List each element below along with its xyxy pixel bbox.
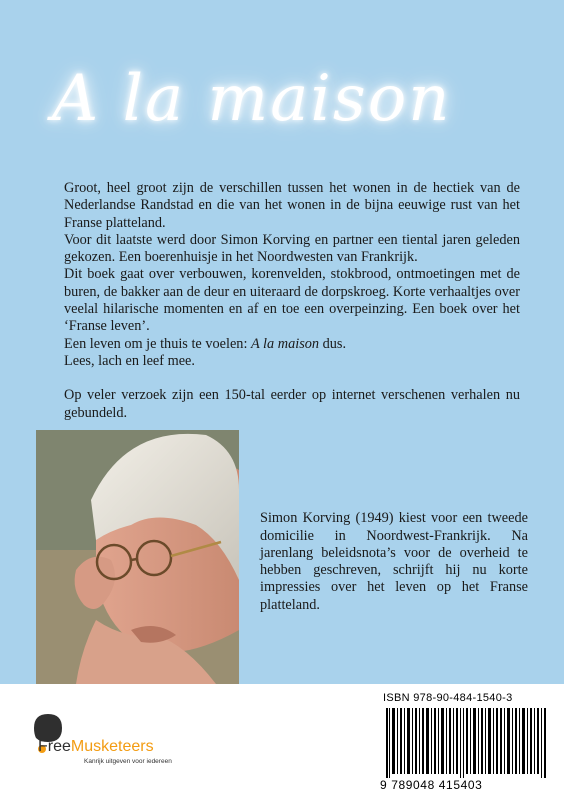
author-photo xyxy=(36,430,239,684)
author-portrait-illustration xyxy=(36,430,239,684)
publisher-name-part2: Musketeers xyxy=(70,738,154,755)
publisher-name-part1: Free xyxy=(38,738,71,755)
blurb-text: dus. xyxy=(319,335,347,352)
ean-digits: 9 789048 415403 xyxy=(380,778,483,792)
book-blurb xyxy=(64,180,520,422)
blurb-paragraph: Voor dit laatste werd door Simon Korving en partner een tiental jaren geleden gekozen. Een boerenhuisje in het Noordwesten van Frankrijk. xyxy=(64,231,520,266)
book-title: A la maison xyxy=(52,62,452,136)
isbn-barcode xyxy=(380,692,560,796)
publisher-tagline: Kanrijk uitgeven voor iedereen xyxy=(84,758,172,765)
blurb-paragraph: Lees, lach en leef mee. xyxy=(64,352,195,369)
isbn-label: ISBN 978-90-484-1540-3 xyxy=(383,692,513,704)
blurb-text: Een leven om je thuis te voelen: xyxy=(64,335,251,352)
blurb-paragraph xyxy=(64,336,520,353)
publisher-name xyxy=(38,738,154,756)
blurb-italic-title: A la maison xyxy=(251,335,320,352)
author-bio: Simon Korving (1949) kiest voor een tweede domicilie in Noordwest-Frankrijk. Na jarenlang beleidsnota’s voor de overheid te hebben geschreven, schrijft hij nu korte impressies over het leven op het Franse platteland. xyxy=(260,510,528,613)
blurb-paragraph: Groot, heel groot zijn de verschillen tussen het wonen in de hectiek van de Nederlandse Randstad en die van het wonen in de bijna eeuwige rust van het Franse platteland. xyxy=(64,180,520,231)
spacer xyxy=(64,370,520,387)
blurb-paragraph: Dit boek gaat over verbouwen, korenvelden, stokbrood, ontmoetingen met de buren, de bakker aan de deur en uiteraard de dorpskroeg. Korte verhaaltjes over veelal hilarische momenten en af en toe een overpeinzing. Een boek over het ‘Franse leven’. xyxy=(64,266,520,335)
publisher-logo xyxy=(28,730,198,780)
blurb-paragraph: Op veler verzoek zijn een 150-tal eerder op internet verschenen verhalen nu gebundeld. xyxy=(64,387,520,421)
